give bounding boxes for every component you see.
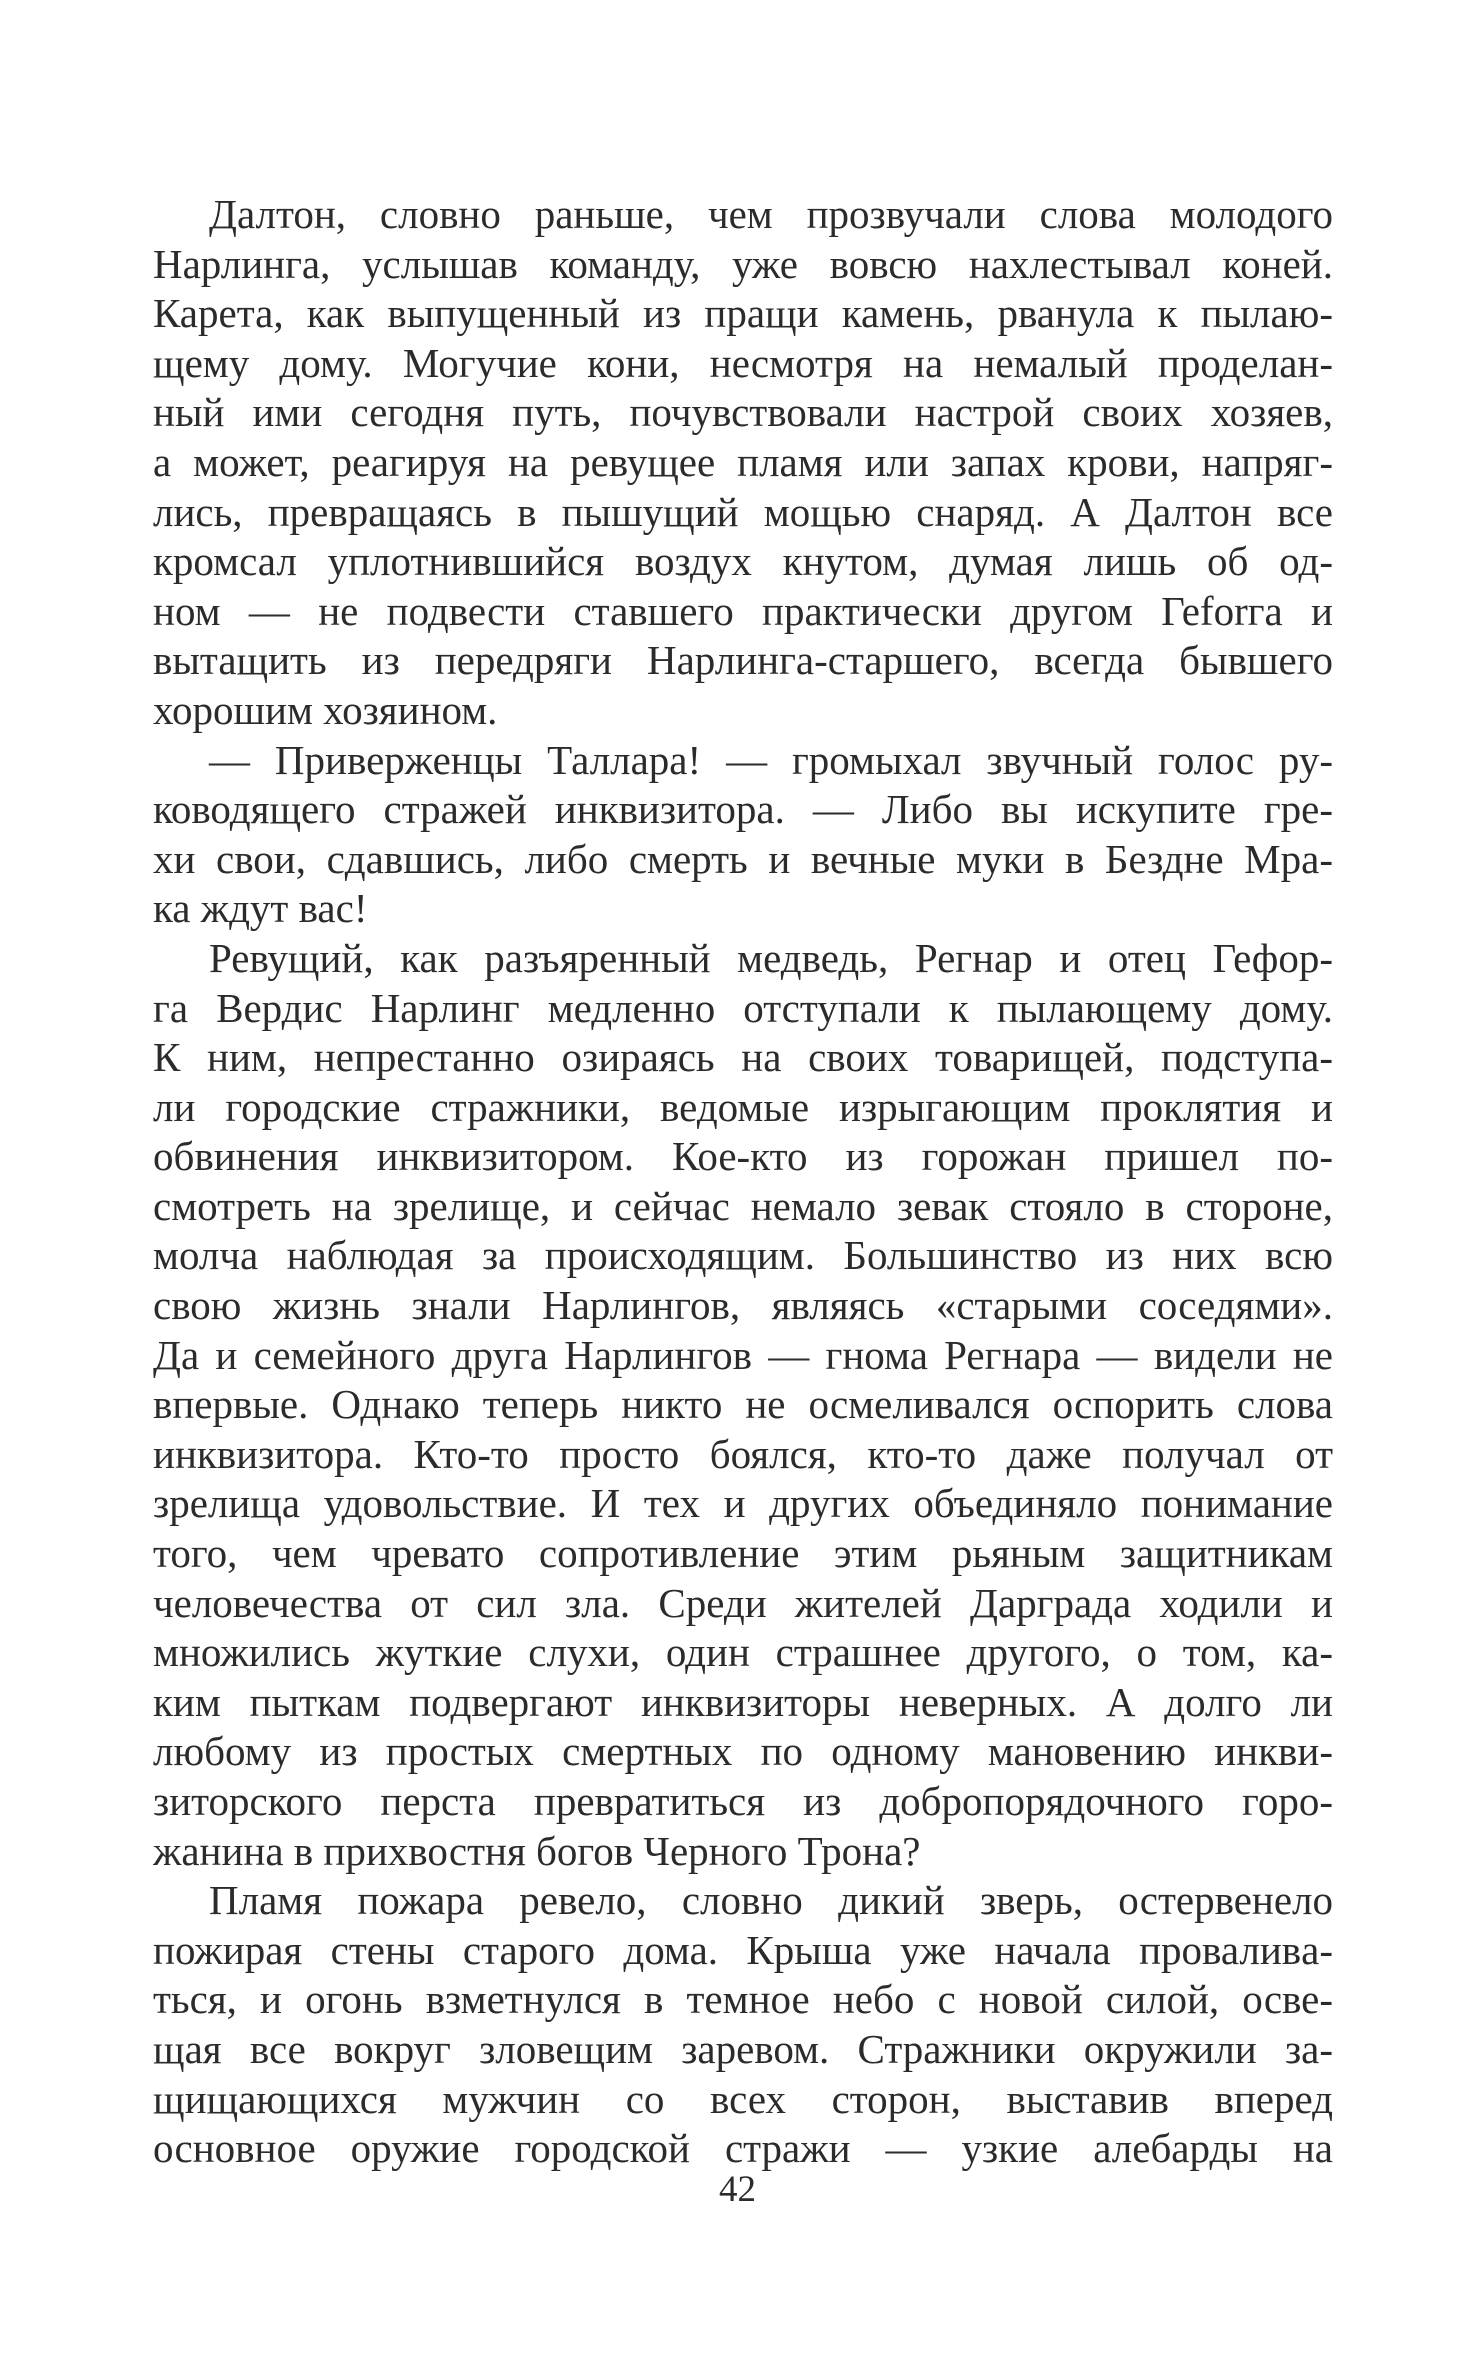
text-line: га Вердис Нарлинг медленно отступали к пылающему дому. [153, 984, 1333, 1031]
text-line: пожирая стены старого дома. Крыша уже начала проваливa- [153, 1926, 1333, 1973]
text-line: щему дому. Могучие кони, несмотря на немалый проделан- [153, 339, 1333, 386]
text-line: вытащить из передряги Нарлинга-старшего, всегда бывшего [153, 637, 1333, 684]
text-line: хи свои, сдавшись, либо смерть и вечные муки в Бездне Мра- [153, 835, 1333, 882]
text-line: ном — не подвести ставшего практически другом Геforга и [153, 587, 1333, 634]
text-line: Далтон, словно раньше, чем прозвучали слова молодого [209, 191, 1333, 237]
text-line: инквизитора. Кто-то просто боялся, кто-то даже получал от [153, 1430, 1333, 1477]
text-line: обвинения инквизитором. Кое-кто из горожан пришел по- [153, 1133, 1333, 1180]
text-line: зрелища удовольствие. И тех и других объединяло понимание [153, 1480, 1333, 1527]
text-line: ка ждут вас! [153, 885, 368, 932]
text-line: Нарлинга, услышав команду, уже вовсю нахлестывал коней. [153, 240, 1333, 287]
text-line: молча наблюдая за происходящим. Большинство из них всю [153, 1232, 1333, 1279]
text-line: свою жизнь знали Нарлингов, являясь «старыми соседями». [153, 1282, 1333, 1329]
text-line: ться, и огонь взметнулся в темное небо с новой силой, осве- [153, 1976, 1333, 2023]
page-number: 42 [719, 2169, 756, 2210]
text-line: ный ими сегодня путь, почувствовали настрой своих хозяев, [153, 389, 1333, 436]
text-line: основное оружие городской стражи — узкие алебарды на [153, 2125, 1333, 2172]
text-line: жанина в прихвостня богов Черного Трона? [153, 1827, 921, 1874]
text-line: Пламя пожара ревело, словно дикий зверь, остервенело [209, 1877, 1333, 1924]
text-line: ли городские стражники, ведомые изрыгающим проклятия и [153, 1083, 1333, 1130]
text-line: лись, превращаясь в пышущий мощью снаряд. А Далтон все [153, 488, 1333, 535]
text-line: а может, реагируя на ревущее пламя или запах крови, напряг- [153, 438, 1333, 485]
text-line: смотреть на зрелище, и сейчас немало зевак стояло в стороне, [153, 1182, 1333, 1229]
body-text [153, 190, 1333, 2174]
text-line: ким пыткам подвергают инквизиторы неверных. А долго ли [153, 1678, 1333, 1725]
text-line: множились жуткие слухи, один страшнее другого, о том, ка- [153, 1629, 1333, 1676]
text-line: того, чем чревато сопротивление этим рьяным защитникам [153, 1530, 1333, 1577]
text-line: К ним, непрестанно озираясь на своих товарищей, подступа- [153, 1034, 1333, 1081]
text-line: зиторского перста превратиться из добропорядочного горо- [153, 1778, 1333, 1824]
text-line: щищающихся мужчин со всех сторон, выставив вперед [153, 2075, 1333, 2122]
text-line: человечества от сил зла. Среди жителей Дарграда ходили и [153, 1579, 1333, 1626]
text-line: кромсал уплотнившийся воздух кнутом, думая лишь об од- [153, 538, 1333, 585]
text-line: хорошим хозяином. [153, 686, 498, 733]
text-line: Ревущий, как разъяренный медведь, Регнар и отец Гефор- [209, 934, 1333, 981]
text-line: Карета, как выпущенный из пращи камень, рванула к пылаю- [153, 290, 1333, 337]
text-line: щая все вокруг зловещим заревом. Стражники окружили за- [153, 2025, 1333, 2072]
text-line: впервые. Однако теперь никто не осмеливался оспорить слова [153, 1381, 1333, 1428]
text-line: любому из простых смертных по одному мановению инкви- [153, 1728, 1333, 1775]
text-line: Да и семейного друга Нарлингов — гнома Регнара — видели не [153, 1331, 1333, 1378]
text-line: — Приверженцы Таллара! — громыхал звучный голос ру- [209, 736, 1333, 783]
text-line: ководящего стражей инквизитора. — Либо вы искупите гре- [153, 786, 1333, 833]
